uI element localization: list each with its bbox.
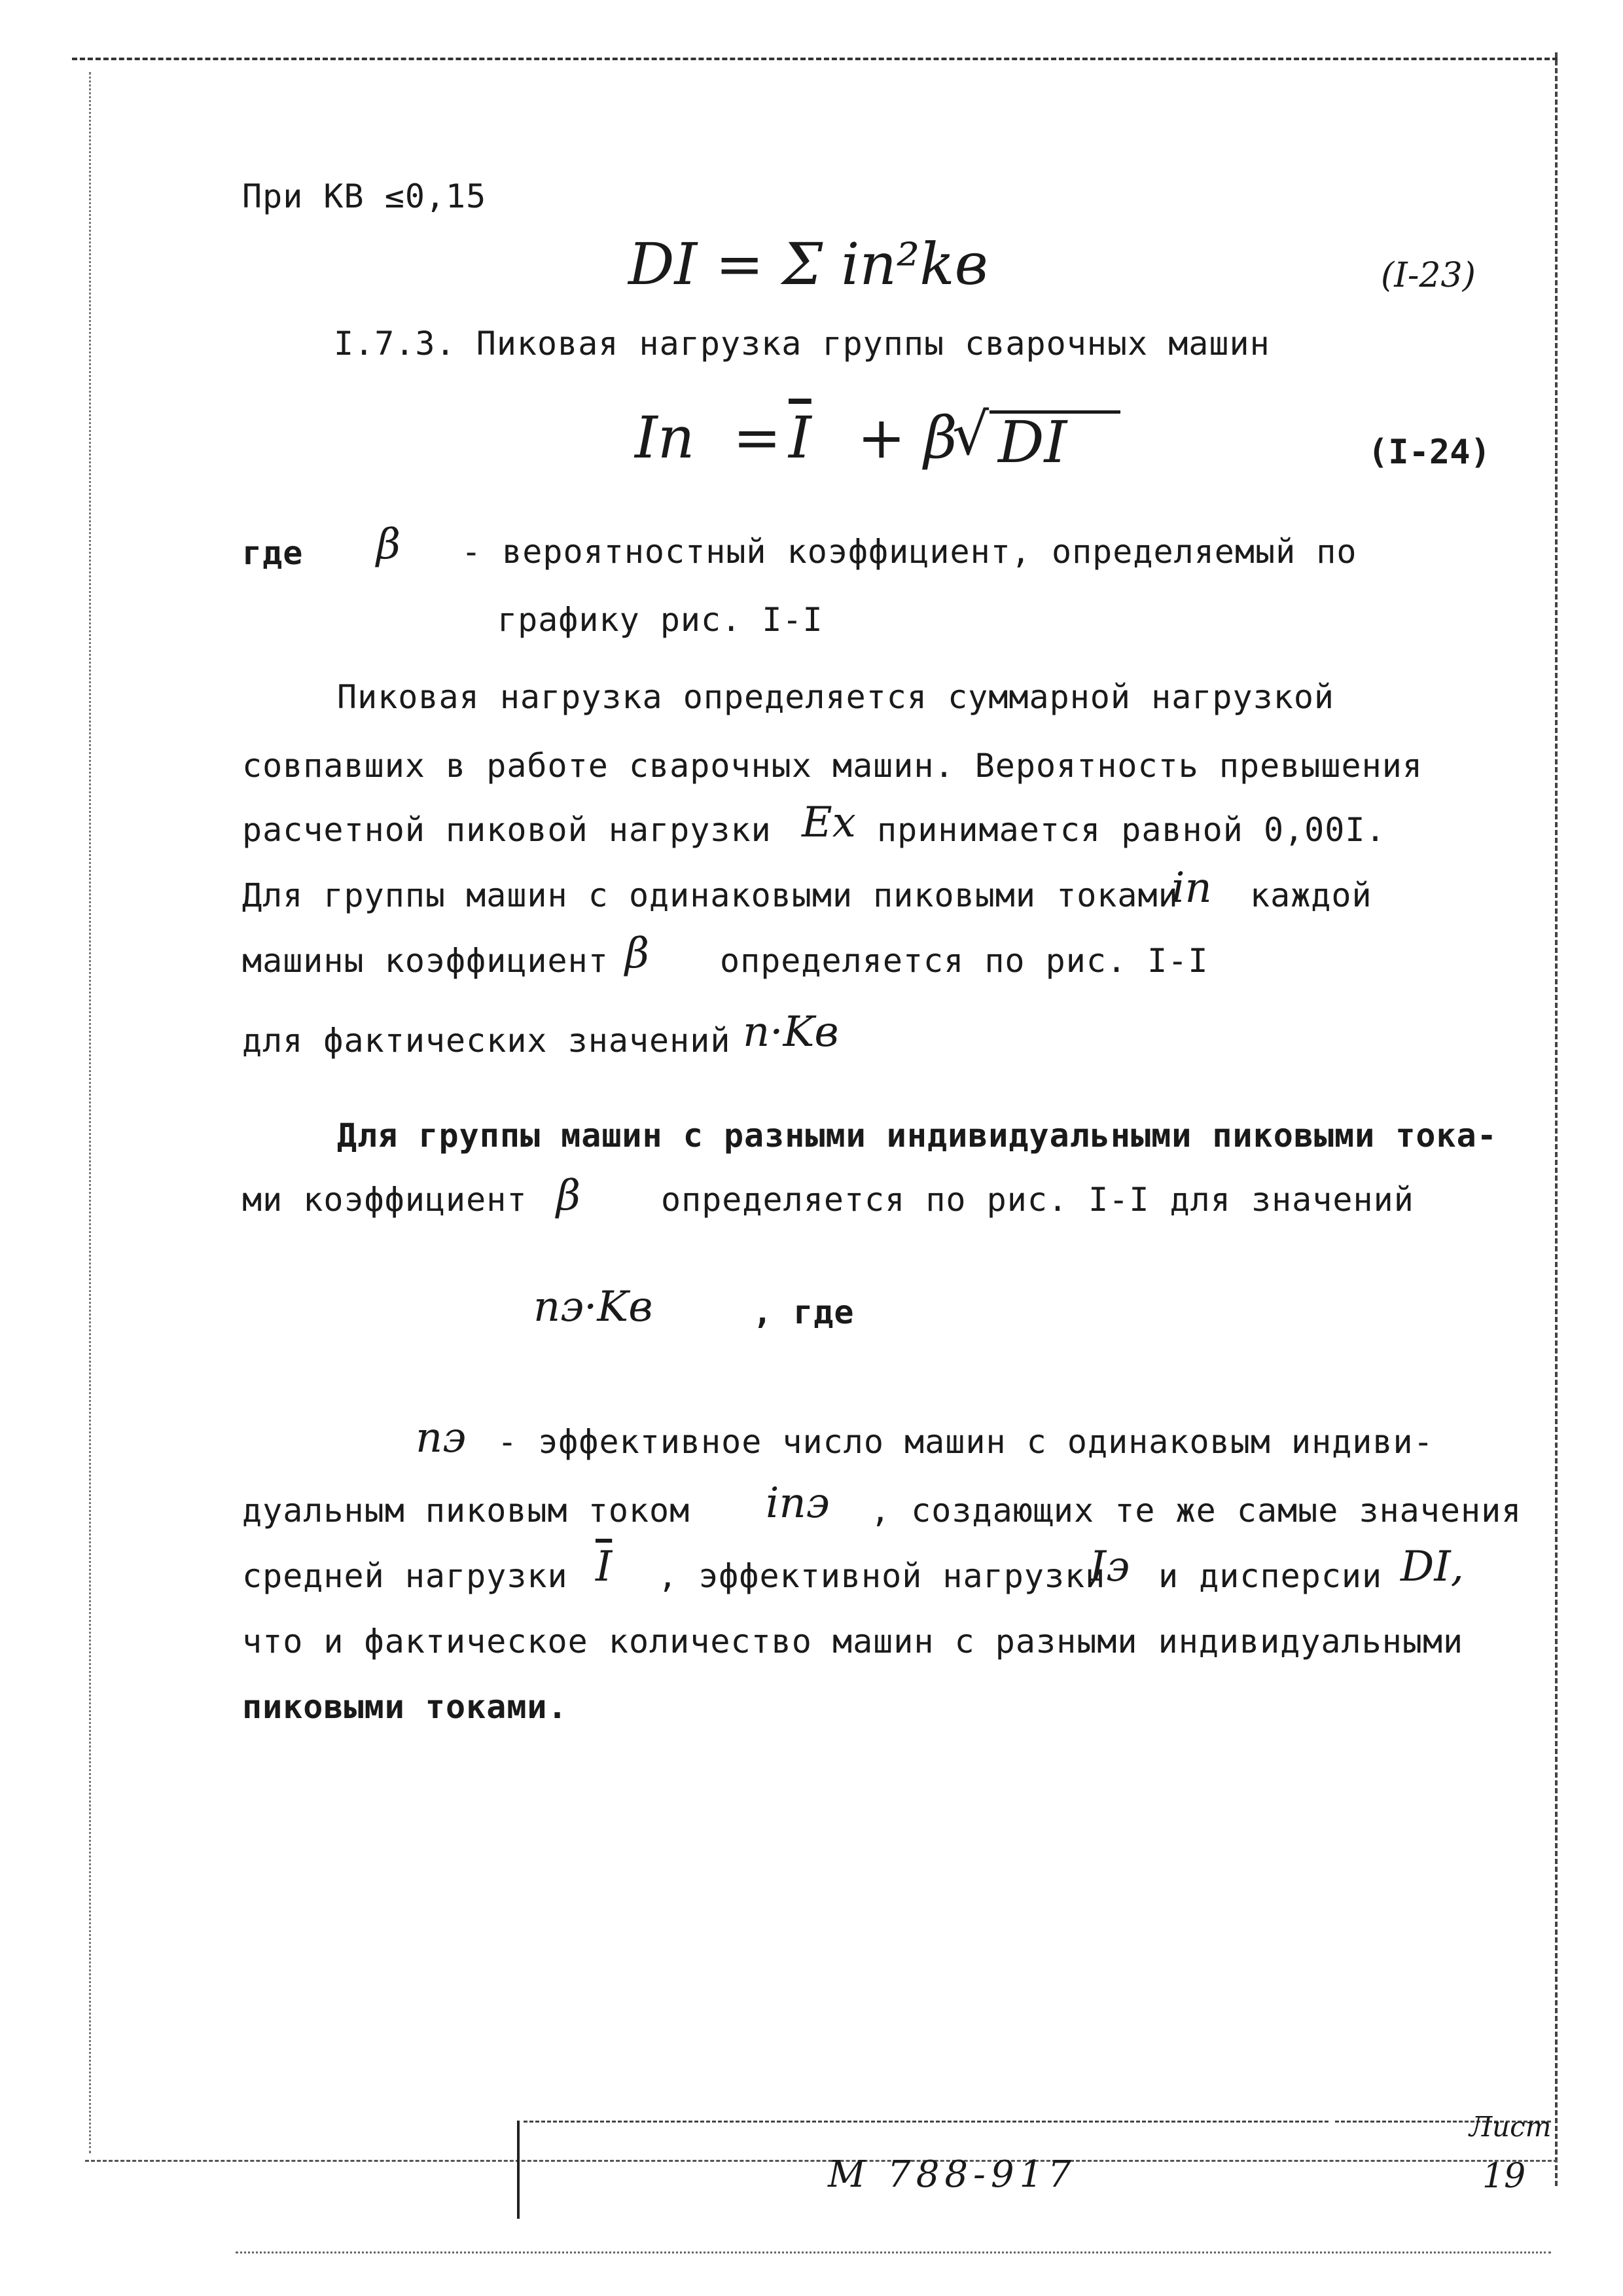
para3-line1-symbol: nэ (416, 1414, 467, 1462)
frame-bottom-line (85, 2160, 1558, 2162)
para3-line3-symbol-2: Iэ (1090, 1543, 1130, 1591)
para1-line5-a: машины коэффициент (242, 942, 609, 980)
para3-line3-symbol-3: DI, (1400, 1543, 1464, 1591)
formula-1-24-mean: $\overline{I}$ (789, 404, 812, 471)
document-code: М 788-917 (828, 2153, 1077, 2196)
sheet-label: Лист (1469, 2111, 1552, 2143)
para1-line2: совпавших в работе сварочных машин. Вероятность превышения (242, 747, 1423, 785)
formula-1-24-plus-beta: + β (857, 404, 957, 471)
para2-line2-b: определяется по рис. I-I для значений (661, 1181, 1414, 1219)
para2-line3-symbol: nэ·Kв (533, 1283, 653, 1331)
para3-line3-a: средней нагрузки (242, 1557, 568, 1595)
section-heading (334, 325, 1270, 363)
para3-line3-symbol-1: $\overline{I}$ (596, 1543, 613, 1591)
frame-bottom-line-2 (236, 2251, 1551, 2253)
para1-line3-symbol: Ex (802, 798, 856, 847)
where-line-2: графику рис. I-I (497, 601, 823, 639)
para1-line6-symbol: n·Kв (743, 1008, 839, 1056)
para1-line5-b: определяется по рис. I-I (720, 942, 1209, 980)
sheet-number: 19 (1482, 2157, 1526, 2196)
para1-line4-a: Для группы машин с одинаковыми пиковыми токами (242, 876, 1179, 914)
para1-line3-b: принимается равной 0,00I. (877, 811, 1386, 849)
stamp-top-line (524, 2121, 1329, 2123)
formula-1-24-number: (I-24) (1368, 433, 1491, 472)
para3-line3-b: , эффективной нагрузки (658, 1557, 1106, 1595)
beta-symbol: β (376, 520, 401, 569)
para1-line3-a: расчетной пиковой нагрузки (242, 811, 772, 849)
para1-line1: Пиковая нагрузка определяется суммарной нагрузкой (337, 678, 1335, 716)
para2-line2-symbol: β (556, 1172, 580, 1220)
formula-1-24-eq: = (733, 404, 781, 471)
stamp-divider (517, 2121, 520, 2219)
para2-line3-b: , где (753, 1293, 855, 1331)
formula-1-23: DI = Σ iп²kв (628, 230, 988, 298)
where-line-1: - вероятностный коэффициент, определяемый по (461, 533, 1357, 571)
frame-top-line (72, 58, 1558, 60)
para1-line5-symbol: β (625, 929, 649, 978)
section-heading-text: I.7.3. Пиковая нагрузка группы сварочных машин (334, 325, 1270, 363)
para1-line4-b: каждой (1250, 876, 1372, 914)
condition-text: При КВ ≤0,15 (242, 177, 487, 215)
formula-1-24-radicand: DI (998, 408, 1067, 476)
para2-line1: Для группы машин с разными индивидуальными пиковыми тока- (337, 1117, 1497, 1155)
para1-line4-symbol: iп (1171, 864, 1212, 912)
frame-left-line (89, 72, 91, 2153)
para3-line2-symbol: iпэ (766, 1479, 830, 1528)
formula-1-24-lhs: Iп (635, 404, 695, 471)
para3-line2-a: дуальным пиковым током (242, 1492, 690, 1530)
para3-line3-c: и дисперсии (1158, 1557, 1383, 1595)
para3-line4: что и фактическое количество машин с разными индивидуальными (242, 1623, 1464, 1660)
sqrt-symbol: √ (952, 401, 990, 468)
where-label: где (242, 534, 304, 572)
para3-line5: пиковыми токами. (242, 1688, 568, 1726)
frame-right-line (1555, 52, 1558, 2186)
para1-line6-a: для фактических значений (242, 1022, 731, 1060)
para3-line2-b: , создающих те же самые значения (870, 1492, 1522, 1530)
para3-line1-b: - эффективное число машин с одинаковым индиви- (497, 1423, 1434, 1461)
formula-1-23-number: (I-23) (1381, 256, 1476, 295)
para2-line2-a: ми коэффициент (242, 1181, 527, 1219)
